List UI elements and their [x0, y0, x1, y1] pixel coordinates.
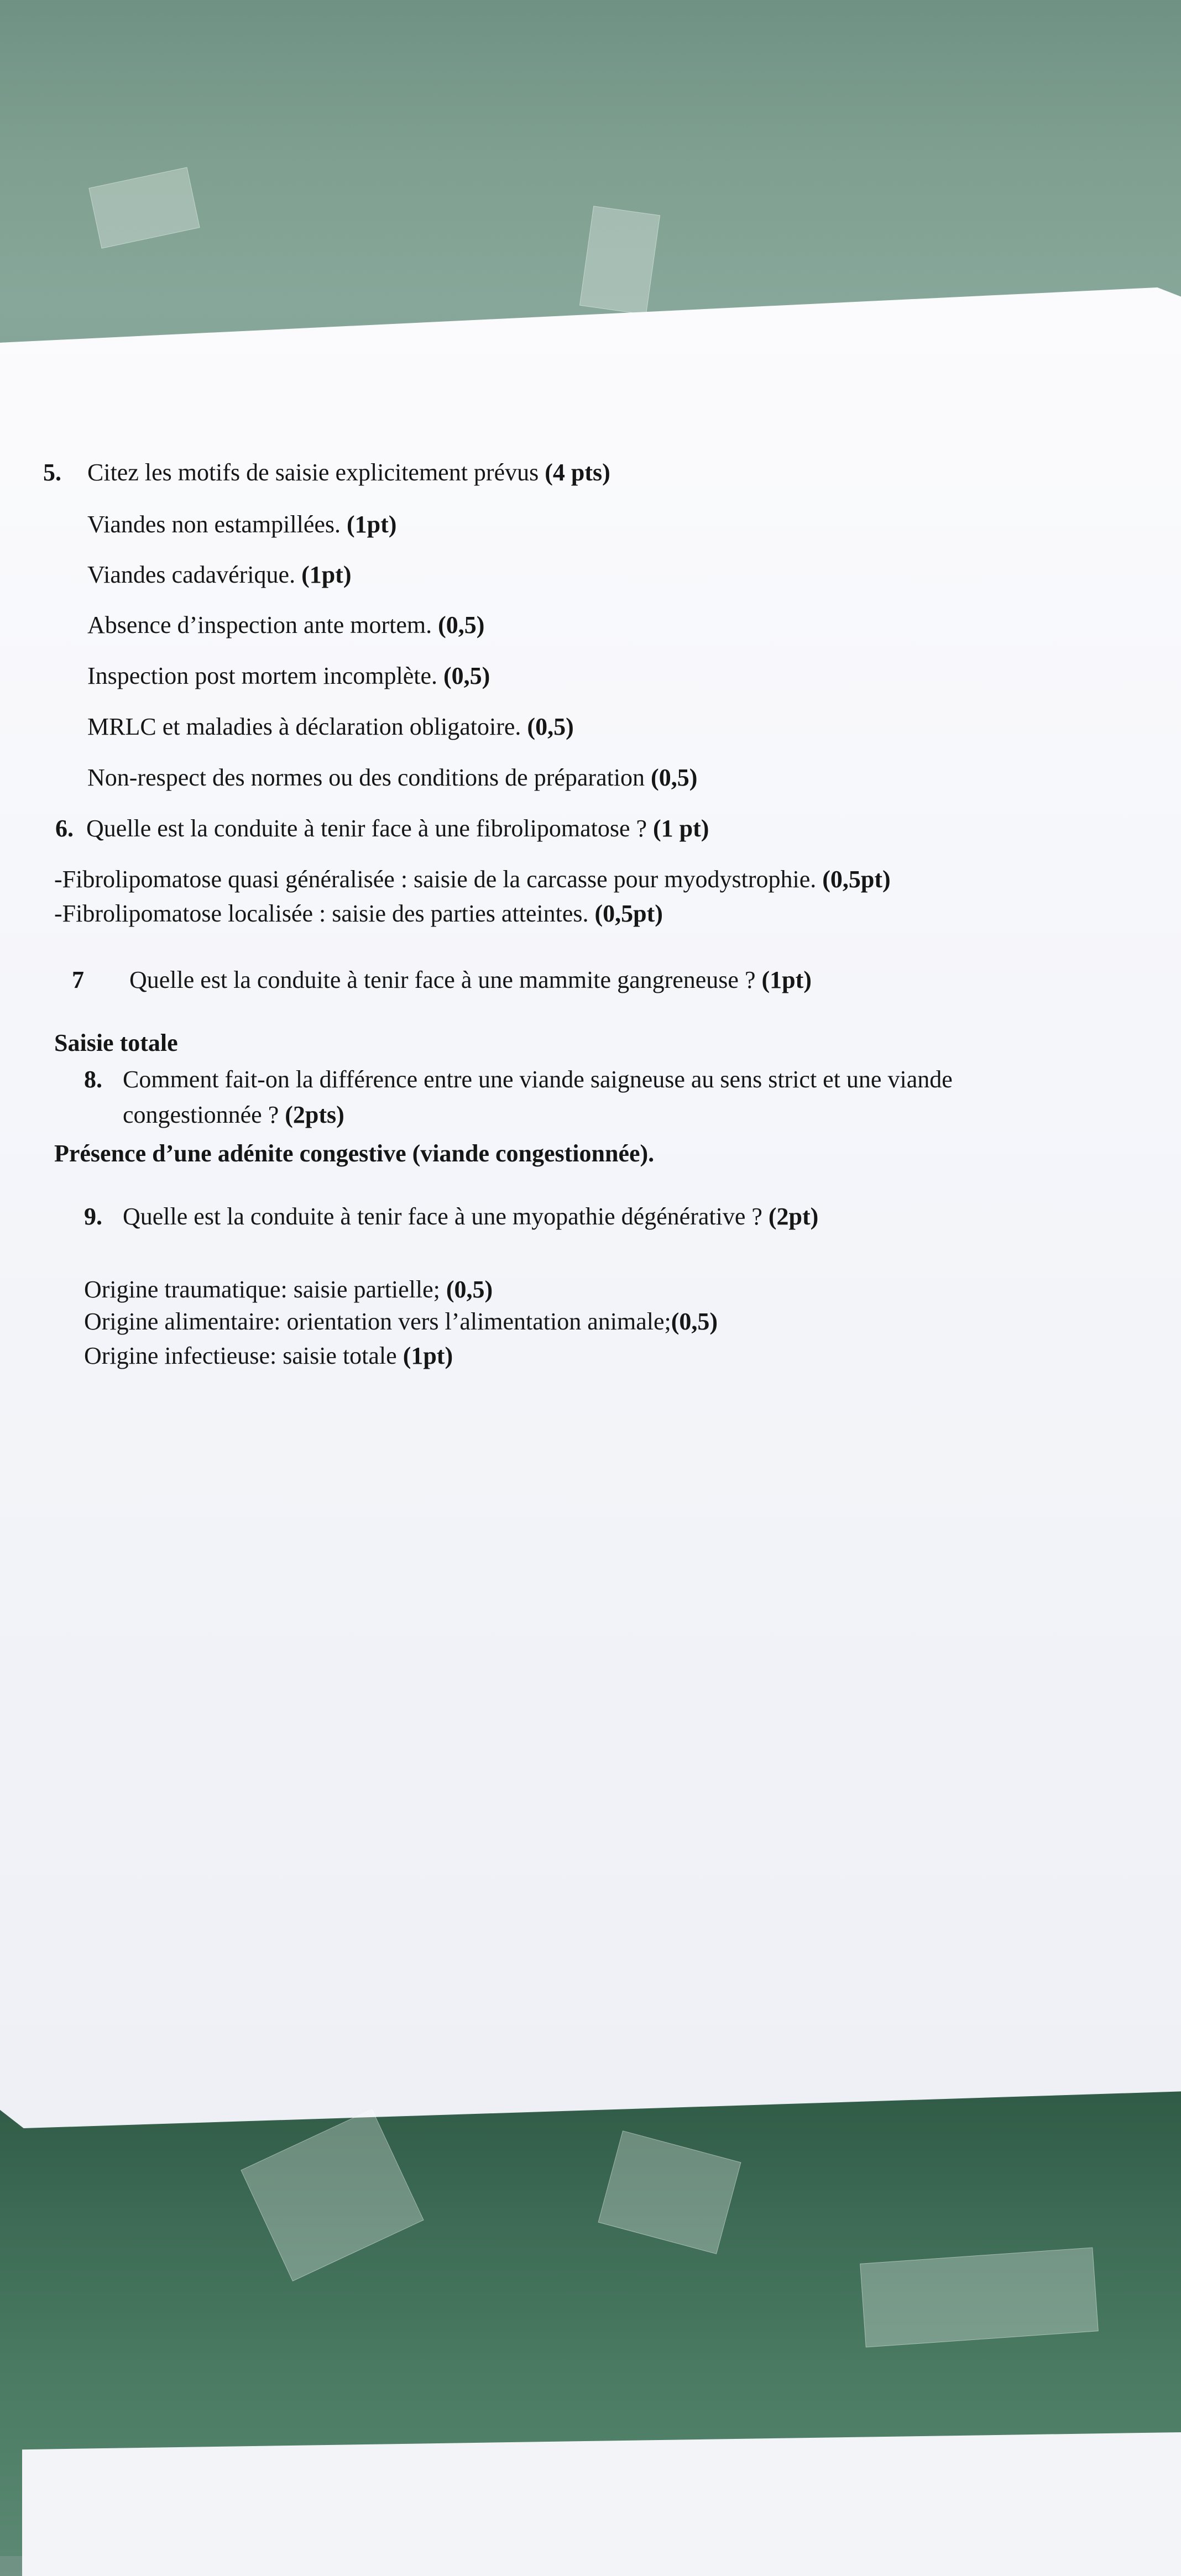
- question-text: Quelle est la conduite à tenir face à une myopathie dégénérative ?: [123, 1203, 762, 1230]
- answer-line: Viandes cadavérique. (1pt): [87, 561, 352, 588]
- answer-line: Viandes non estampillées. (1pt): [87, 511, 397, 538]
- question-points: (2pt): [768, 1203, 819, 1230]
- question-points: (4 pts): [545, 459, 610, 486]
- answer-line: Saisie totale: [54, 1029, 178, 1056]
- question-points: (2pts): [285, 1101, 344, 1128]
- question-text: Comment fait-on la différence entre une viande saigneuse au sens strict et une viande: [123, 1066, 953, 1093]
- question-9: [84, 1203, 818, 1231]
- answer-line: Origine infectieuse: saisie totale (1pt): [84, 1342, 453, 1369]
- question-number: 5.: [43, 459, 61, 486]
- answer-line: Non-respect des normes ou des conditions de préparation (0,5): [87, 764, 698, 791]
- answer-line: Origine alimentaire: orientation vers l’alimentation animale;(0,5): [84, 1308, 718, 1335]
- question-text: Quelle est la conduite à tenir face à une mammite gangreneuse ?: [129, 966, 756, 993]
- answer-line: MRLC et maladies à déclaration obligatoire. (0,5): [87, 713, 574, 740]
- answer-line: -Fibrolipomatose localisée : saisie des parties atteintes. (0,5pt): [54, 900, 663, 927]
- answer-line: Origine traumatique: saisie partielle; (0,5): [84, 1276, 493, 1303]
- question-text: Citez les motifs de saisie explicitement prévus: [87, 459, 539, 486]
- answer-line: Absence d’inspection ante mortem. (0,5): [87, 611, 485, 638]
- question-7: [72, 966, 812, 994]
- question-6: [55, 815, 709, 843]
- question-number: 8.: [84, 1066, 102, 1093]
- question-8: [84, 1066, 953, 1094]
- answer-line: -Fibrolipomatose quasi généralisée : saisie de la carcasse pour myodystrophie. (0,5pt): [54, 866, 891, 893]
- question-text: congestionnée ?: [123, 1101, 279, 1128]
- question-text: Quelle est la conduite à tenir face à une fibrolipomatose ?: [86, 815, 647, 842]
- question-5: [43, 459, 610, 487]
- answer-line: Présence d’une adénite congestive (viande congestionnée).: [54, 1140, 655, 1167]
- question-number: 9.: [84, 1203, 102, 1230]
- question-number: 6.: [55, 815, 74, 842]
- question-8-continued: [123, 1101, 344, 1129]
- answer-line: Inspection post mortem incomplète. (0,5): [87, 662, 490, 689]
- question-number: 7: [72, 966, 84, 993]
- question-points: (1 pt): [653, 815, 709, 842]
- question-points: (1pt): [761, 966, 812, 993]
